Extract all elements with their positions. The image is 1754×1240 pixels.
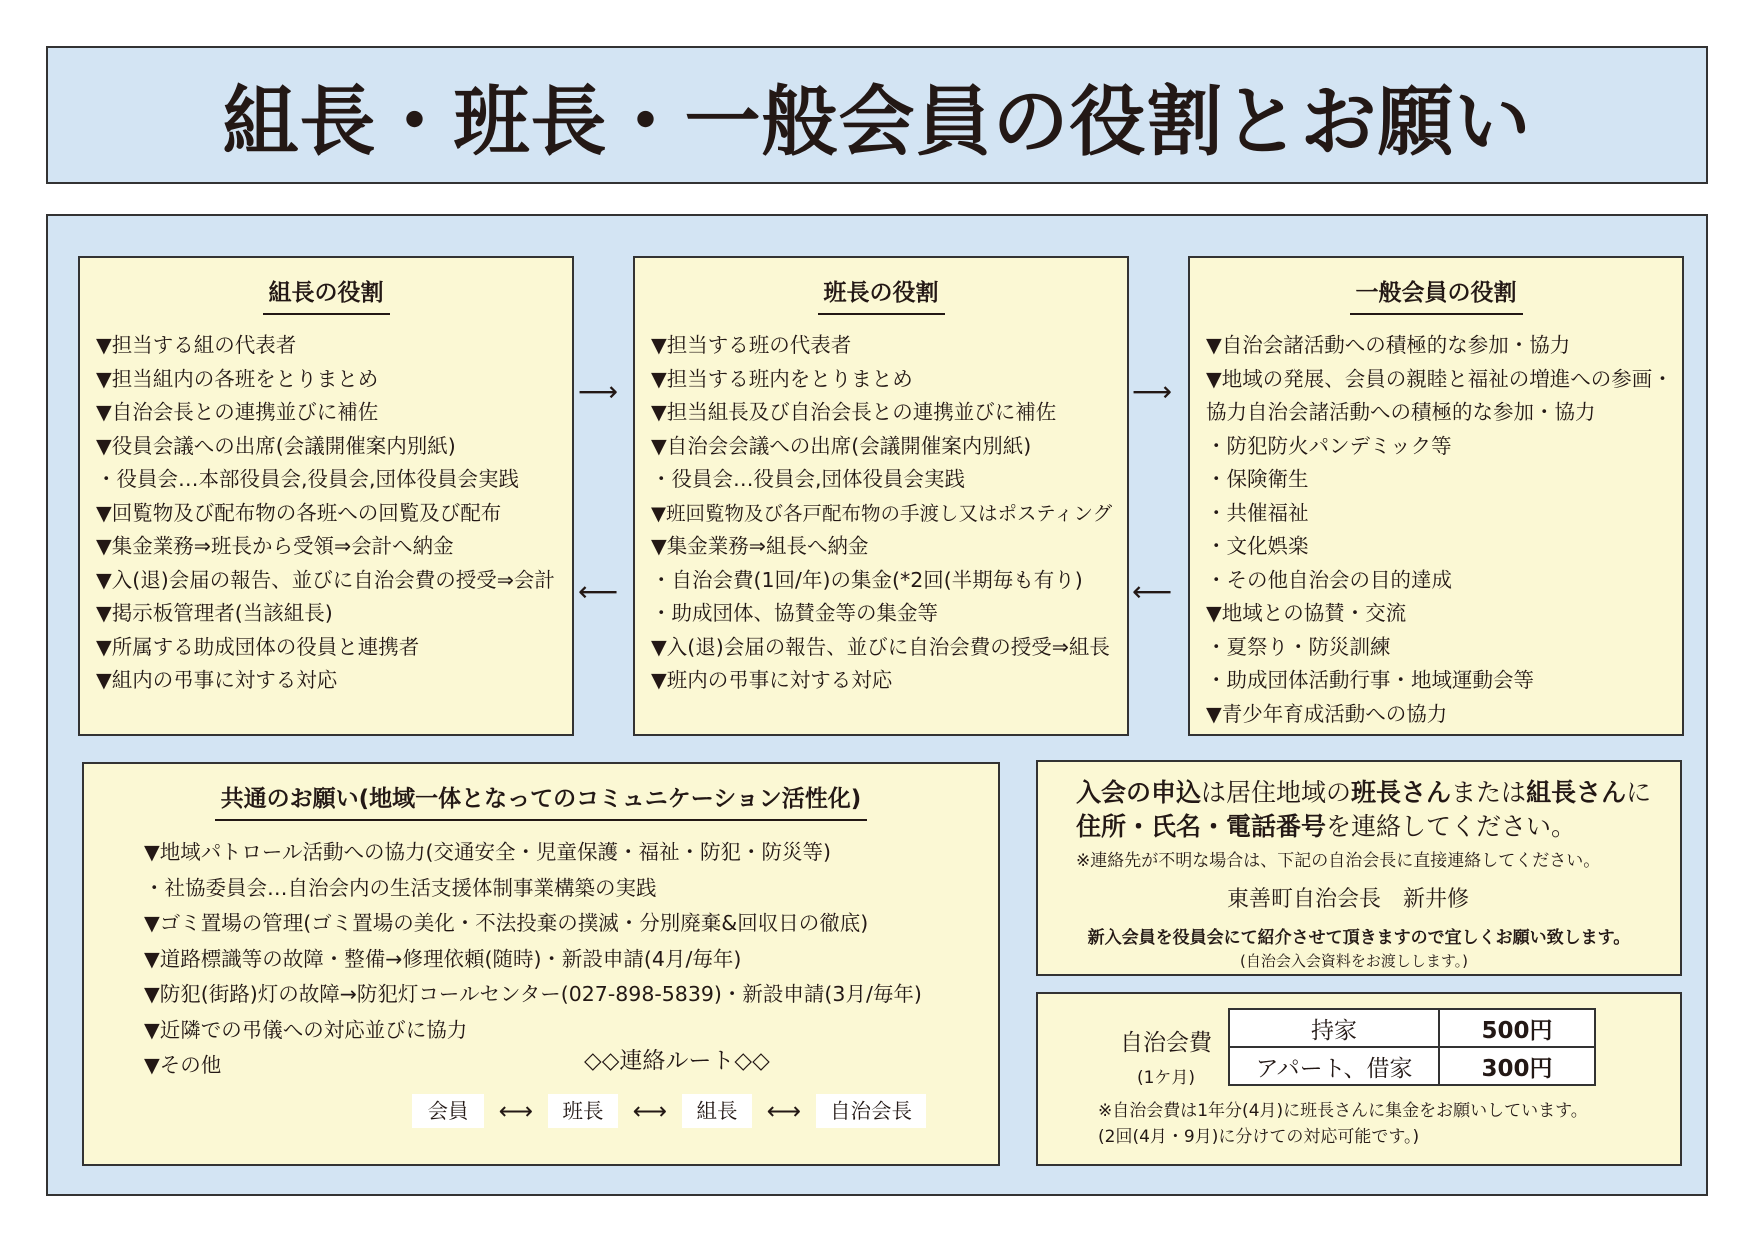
list-item: ▼防犯(街路)灯の故障→防犯灯コールセンター(027-898-5839)・新設申請(3月/毎年) — [144, 982, 922, 1006]
info-emphasis: 住所・氏名・電話番号 — [1076, 812, 1327, 841]
info-text: を連絡してください。 — [1326, 812, 1577, 841]
info-emphasis: 組長さん — [1526, 778, 1627, 807]
hancho-role-list — [651, 329, 1111, 698]
list-item: ▼担当組長及び自治会長との連携並びに補佐 — [651, 400, 1057, 424]
list-item: ▼自治会長との連携並びに補佐 — [96, 400, 379, 424]
list-item: ▼担当する班内をとりまとめ — [651, 366, 913, 391]
common-heading: 共通のお願い(地域一体となってのコミュニケーション活性化) — [215, 780, 868, 821]
fee-table — [1228, 1008, 1596, 1086]
list-item: ▼道路標識等の故障・整備→修理依頼(随時)・新設申請(4月/毎年) — [144, 946, 742, 971]
list-item: ▼青少年育成活動への協力 — [1206, 701, 1448, 726]
fee-note-line: (2回(4月・9月)に分けての対応可能です。) — [1098, 1127, 1420, 1147]
list-item: ▼担当組内の各班をとりまとめ — [96, 366, 379, 391]
fee-amount-cell: 300円 — [1439, 1047, 1595, 1085]
membership-fee-box — [1036, 992, 1682, 1166]
list-item: ▼ゴミ置場の管理(ゴミ置場の美化・不法投棄の撲滅・分別廃棄&回収日の徹底) — [144, 911, 869, 935]
list-item: ▼自治会諸活動への積極的な参加・協力 — [1206, 333, 1571, 357]
introduction-notice: 新入会員を役員会にて紹介させて頂きますので宜しくお願い致します。 — [1087, 928, 1631, 948]
list-item: ・自治会費(1回/年)の集金(*2回(半期毎も有り) — [651, 567, 1083, 592]
list-item: ▼組内の弔事に対する対応 — [96, 668, 338, 692]
common-request-box — [82, 762, 1000, 1166]
list-item: ・助成団体活動行事・地域運動会等 — [1206, 668, 1534, 692]
member-heading: 一般会員の役割 — [1350, 274, 1523, 315]
list-item: ・夏祭り・防災訓練 — [1206, 634, 1391, 659]
list-item: ▼地域との協賛・交流 — [1206, 601, 1407, 625]
membership-info-box — [1036, 760, 1682, 976]
list-item: ▼入(退)会届の報告、並びに自治会費の授受⇒組長 — [651, 634, 1110, 659]
info-note: ※連絡先が不明な場合は、下記の自治会長に直接連絡してください。 — [1076, 851, 1601, 871]
left-arrow-icon: ⟵ — [1132, 575, 1173, 608]
list-item: ▼回覧物及び配布物の各班への回覧及び配布 — [96, 500, 502, 525]
list-item: ・役員会…本部役員会,役員会,団体役員会実践 — [96, 467, 520, 491]
fee-note — [1098, 1098, 1588, 1150]
right-arrow-icon: ⟶ — [578, 375, 619, 408]
route-node-chairman: 自治会長 — [816, 1094, 926, 1128]
list-item: ・その他自治会の目的達成 — [1206, 567, 1452, 592]
contact-route — [412, 1094, 926, 1128]
list-item: ▼担当する班の代表者 — [651, 333, 852, 357]
common-request-list — [144, 835, 968, 1084]
list-item: ・共催福祉 — [1206, 500, 1309, 525]
member-role-list — [1206, 329, 1673, 731]
info-text: または — [1451, 778, 1527, 807]
list-item: ▼入(退)会届の報告、並びに自治会費の授受⇒会計 — [96, 567, 555, 592]
list-item: ・助成団体、協賛金等の集金等 — [651, 601, 938, 625]
table-row — [1229, 1009, 1595, 1047]
list-item: ▼班内の弔事に対する対応 — [651, 668, 893, 692]
fee-period: (1ケ月) — [1136, 1068, 1196, 1088]
route-node-hancho: 班長 — [548, 1094, 618, 1128]
list-item: ▼掲示板管理者(当該組長) — [96, 601, 333, 625]
fee-kind-cell: 持家 — [1229, 1009, 1439, 1047]
fee-amount-cell: 500円 — [1439, 1009, 1595, 1047]
fee-label: 自治会費 — [1120, 1030, 1212, 1056]
list-item: ・防犯防火パンデミック等 — [1206, 433, 1452, 458]
materials-note: (自治会入会資料をお渡しします。) — [1239, 952, 1468, 970]
list-item: ▼担当する組の代表者 — [96, 333, 297, 357]
title-banner — [46, 46, 1708, 184]
list-item: ・社協委員会…自治会内の生活支援体制事業構築の実践 — [144, 875, 657, 900]
left-arrow-icon: ⟵ — [578, 575, 619, 608]
right-arrow-icon: ⟶ — [1132, 375, 1173, 408]
double-arrow-icon: ⟷ — [498, 1097, 534, 1125]
fee-kind-cell: アパート、借家 — [1229, 1047, 1439, 1085]
list-item: ▼地域の発展、会員の親睦と福祉の増進への参画・ — [1206, 366, 1673, 391]
member-role-box — [1188, 256, 1684, 736]
list-item: ▼班回覧物及び各戸配布物の手渡し又はポスティング — [651, 501, 1113, 525]
info-text: に — [1626, 778, 1652, 807]
info-text: は居住地域の — [1201, 778, 1352, 807]
page-title: 組長・班長・一般会員の役割とお願い — [222, 76, 1532, 166]
kumicho-role-box — [78, 256, 574, 736]
list-item: ▼地域パトロール活動への協力(交通安全・児童保護・福祉・防犯・防災等) — [144, 840, 831, 864]
list-item: ・文化娯楽 — [1206, 534, 1309, 558]
hancho-heading: 班長の役割 — [818, 274, 945, 315]
kumicho-heading: 組長の役割 — [263, 274, 390, 315]
kumicho-role-list — [96, 329, 556, 698]
route-node-kumicho: 組長 — [682, 1094, 752, 1128]
chairman-name: 東善町自治会長 新井修 — [1226, 887, 1469, 912]
table-row — [1229, 1047, 1595, 1085]
list-item: ▼近隣での弔儀への対応並びに協力 — [144, 1017, 468, 1042]
info-emphasis: 班長さん — [1351, 778, 1452, 807]
double-arrow-icon: ⟷ — [632, 1097, 668, 1125]
list-item: ・役員会…役員会,団体役員会実践 — [651, 467, 966, 491]
list-item: ▼自治会会議への出席(会議開催案内別紙) — [651, 433, 1032, 458]
info-emphasis: 入会の申込 — [1076, 778, 1202, 807]
route-node-member: 会員 — [412, 1094, 484, 1128]
list-item: ▼集金業務⇒組長へ納金 — [651, 534, 869, 558]
membership-application-text — [1076, 776, 1660, 844]
main-panel — [46, 214, 1708, 1196]
route-title: ◇◇連絡ルート◇◇ — [584, 1048, 770, 1074]
fee-label-block — [1120, 1024, 1212, 1088]
list-item: ▼その他 — [144, 1053, 222, 1077]
list-item: ▼役員会議への出席(会議開催案内別紙) — [96, 433, 456, 458]
double-arrow-icon: ⟷ — [766, 1097, 802, 1125]
list-item: ▼所属する助成団体の役員と連携者 — [96, 634, 420, 659]
list-item: ▼集金業務⇒班長から受領⇒会計へ納金 — [96, 534, 454, 558]
hancho-role-box — [633, 256, 1129, 736]
list-item: ・保険衛生 — [1206, 467, 1309, 491]
list-item: 協力自治会諸活動への積極的な参加・協力 — [1206, 400, 1596, 424]
fee-note-line: ※自治会費は1年分(4月)に班長さんに集金をお願いしています。 — [1098, 1101, 1588, 1121]
